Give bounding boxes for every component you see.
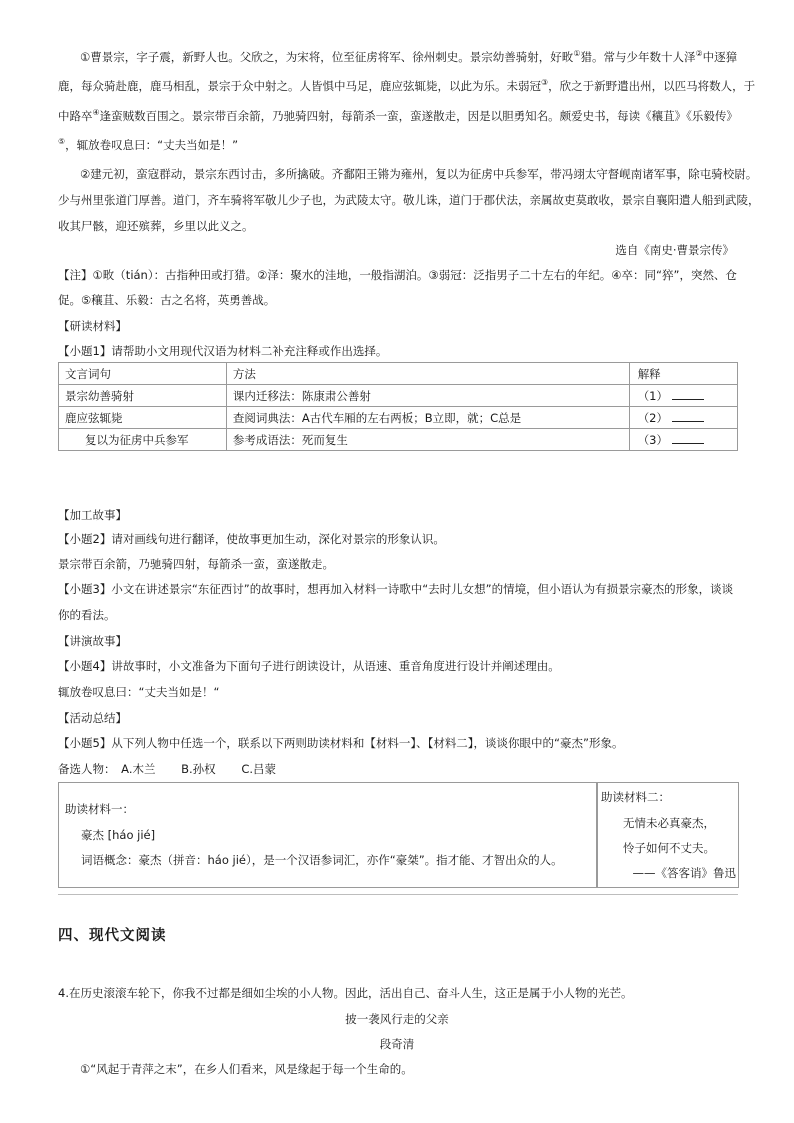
section-divider	[58, 894, 738, 895]
question-2-sentence: 景宗带百余箭，乃驰骑四射，每箭杀一蛮，蛮遂散走。	[58, 557, 334, 571]
notes-line2: 促。⑤穰苴、乐毅：古之名将，英勇善战。	[58, 293, 276, 307]
answer-label: （2）	[637, 410, 669, 425]
passage-p2-line3: 收其尸骸，迎还殡葬，乡里以此义之。	[58, 219, 254, 233]
candidate-list	[58, 761, 738, 777]
aid-material-1-box	[58, 782, 598, 888]
table-cell: 复以为征虏中兵参军	[59, 429, 227, 451]
method-table	[58, 362, 738, 451]
table-header-cell: 解释	[629, 363, 737, 385]
table-cell: 景宗幼善骑射	[59, 385, 227, 407]
passage-source: 选自《南史·曹景宗传》	[615, 243, 734, 257]
passage-p1-line1: ①曹景宗，字子震，新野人也。父欣之，为宋将，位至征虏将军、徐州刺史。景宗幼善骑射，好畋①猎。常与少年数十人泽②中逐獐	[80, 49, 738, 64]
answer-label: （1）	[637, 388, 669, 403]
answer-cell-2[interactable]	[629, 407, 737, 429]
notes-line1: 【注】①畋（tián）：古指种田或打猎。②泽：聚水的洼地，一般指湖泊。③弱冠：泛指男子二十左右的年纪。④卒：同“猝”，突然、仓	[58, 268, 737, 282]
table-cell: 参考成语法：死而复生	[226, 429, 629, 451]
table-cell: 鹿应弦辄毙	[59, 407, 227, 429]
answer-label: （3）	[637, 432, 669, 447]
aid-material-2-line1: 无情未必真豪杰，	[623, 816, 715, 830]
question-4: 【小题4】讲故事时，小文准备为下面句子进行朗读设计，从语速、重音角度进行设计并阐述理由。	[58, 659, 560, 673]
question-1: 【小题1】请帮助小文用现代汉语为材料二补充注释或作出选择。	[58, 344, 388, 358]
question-3-line2: 你的看法。	[58, 608, 116, 622]
table-cell: 课内迁移法：陈康肃公善射	[226, 385, 629, 407]
aid-material-2-source: ——《答客诮》鲁迅	[632, 866, 736, 880]
table-cell: 查阅词典法：A古代车厢的左右两板；B立即，就；C总是	[226, 407, 629, 429]
passage-p1-line3: 中路卒④逢蛮贼数百围之。景宗带百余箭，乃驰骑四射，每箭杀一蛮，蛮遂散走，因是以胆勇知名。颇爱史书，每读《穰苴》《乐毅传》	[58, 108, 738, 123]
passage-p1-line4: ⑤，辄放卷叹息曰：“丈夫当如是！”	[58, 137, 239, 152]
question-4-sentence: 辄放卷叹息曰：“丈夫当如是！“	[58, 685, 220, 699]
aid-material-2-line2: 怜子如何不丈夫。	[623, 841, 715, 855]
aid-material-1-title: 助读材料一：	[65, 802, 134, 816]
candidates-label: 备选人物：	[58, 762, 116, 776]
modern-intro: 4.在历史滚滚车轮下，你我不过都是细如尘埃的小人物。因此，活出自己、奋斗人生，这正是属于小人物的光芒。	[58, 986, 633, 1000]
table-header-cell: 文言词句	[59, 363, 227, 385]
candidate-option: C.吕蒙	[241, 762, 277, 776]
section-heading: 四、现代文阅读	[58, 927, 167, 944]
question-5: 【小题5】从下列人物中任选一个，联系以下两则助读材料和【材料一】、【材料二】，谈谈你眼中的“豪杰”形象。	[58, 736, 624, 750]
table-row	[59, 429, 738, 451]
story-heading: 【加工故事】	[58, 508, 127, 522]
article-title: 披一袭风行走的父亲	[345, 1012, 449, 1026]
question-3-line1: 【小题3】小文在讲述景宗“东征西讨”的故事时，想再加入材料一诗歌中“去时儿女想”的情境，但小语认为有损景宗豪杰的形象，谈谈	[58, 582, 734, 596]
aid-material-1-word: 豪杰 [háo jié]	[81, 828, 156, 842]
table-row	[59, 407, 738, 429]
passage-p2-line1: ②建元初，蛮寇群动，景宗东西讨击，多所擒破。齐鄱阳王锵为雍州，复以为征虏中兵参军，带冯翊太守督岘南诸军事，除屯骑校尉。	[80, 167, 758, 181]
candidate-option: A.木兰	[121, 762, 156, 776]
aid-material-2-box	[596, 782, 739, 888]
article-author: 段奇清	[379, 1037, 415, 1051]
aid-material-1-definition: 词语概念：豪杰（拼音：háo jié），是一个汉语参词汇，亦作“豪桀”。指才能、才智出众的人。	[81, 853, 563, 867]
perform-heading: 【讲演故事】	[58, 634, 127, 648]
answer-cell-1[interactable]	[629, 385, 737, 407]
answer-blank[interactable]	[672, 433, 704, 444]
table-row	[59, 385, 738, 407]
aid-material-2-title: 助读材料二：	[601, 790, 670, 804]
research-heading: 【研读材料】	[58, 319, 127, 333]
candidate-option: B.孙权	[181, 762, 216, 776]
passage-p1-line2: 鹿，每众骑赴鹿，鹿马相乱，景宗于众中射之。人皆惧中马足，鹿应弦辄毙，以此为乐。未弱冠③，欣之于新野遣出州，以匹马将数人，于	[58, 78, 756, 93]
table-header-cell: 方法	[226, 363, 629, 385]
article-paragraph-1: ①“风起于青萍之末”，在乡人们看来，风是缘起于每一个生命的。	[80, 1062, 413, 1076]
answer-cell-3[interactable]	[629, 429, 737, 451]
question-2: 【小题2】请对画线句进行翻译，使故事更加生动，深化对景宗的形象认识。	[58, 532, 445, 546]
passage-p2-line2: 少与州里张道门厚善。道门，齐车骑将军敬儿少子也，为武陵太守。敬儿诛，道门于郡伏法，亲属故吏莫敢收，景宗自襄阳遣人船到武陵，	[58, 193, 760, 207]
summary-heading: 【活动总结】	[58, 711, 127, 725]
answer-blank[interactable]	[672, 389, 704, 400]
table-header-row	[59, 363, 738, 385]
answer-blank[interactable]	[672, 411, 704, 422]
